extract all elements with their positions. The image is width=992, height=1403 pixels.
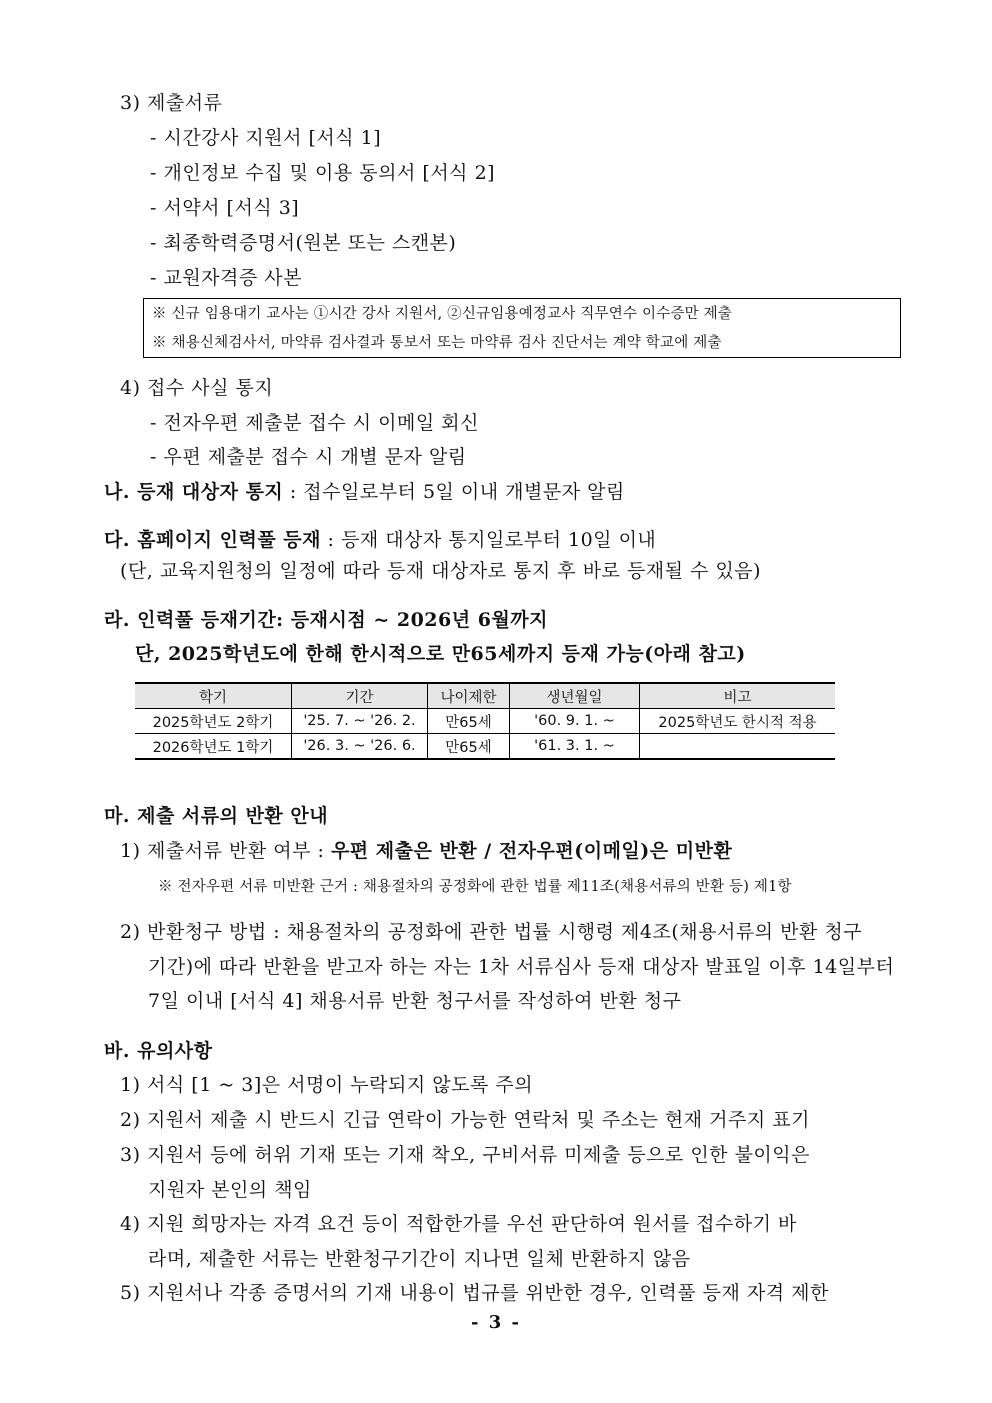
section-na xyxy=(104,479,625,505)
caution-line: 2) 지원서 제출 시 반드시 긴급 연락이 가능한 연락처 및 주소는 현재 거주지 표기 xyxy=(120,1109,810,1131)
note-box xyxy=(143,298,901,358)
table-row xyxy=(135,709,835,734)
table-cell: '26. 3. ~ '26. 6. xyxy=(292,734,428,760)
caution-line: 지원자 본인의 책임 xyxy=(148,1179,312,1201)
section-da-note: (단, 교육지원청의 일정에 따라 등재 대상자로 통지 후 바로 등재될 수 있음) xyxy=(120,560,762,582)
caution-line: 4) 지원 희망자는 자격 요건 등이 적합한가를 우선 판단하여 원서를 접수하기 바 xyxy=(120,1213,797,1235)
doc-item: - 서약서 [서식 3] xyxy=(150,197,300,219)
table-header: 생년월일 xyxy=(510,683,640,709)
page-number: - 3 - xyxy=(471,1312,521,1333)
section-ra-sub: 단, 2025학년도에 한해 한시적으로 만65세까지 등재 가능(아래 참고) xyxy=(135,643,746,665)
section-da xyxy=(104,527,656,553)
doc-item: - 개인정보 수집 및 이용 동의서 [서식 2] xyxy=(150,162,496,184)
section-da-text: : 등재 대상자 통지일로부터 10일 이내 xyxy=(321,529,657,551)
caution-line: 3) 지원서 등에 허위 기재 또는 기재 착오, 구비서류 미제출 등으로 인한 불이익은 xyxy=(120,1144,810,1166)
caution-line: 1) 서식 [1 ~ 3]은 서명이 누락되지 않도록 주의 xyxy=(120,1074,534,1096)
section-ma-title: 마. 제출 서류의 반환 안내 xyxy=(104,805,329,827)
doc-item: - 시간강사 지원서 [서식 1] xyxy=(150,127,382,149)
table-header: 나이제한 xyxy=(428,683,510,709)
section-da-title: 다. 홈페이지 인력풀 등재 xyxy=(104,529,321,551)
table-header: 학기 xyxy=(135,683,292,709)
table-cell: 만65세 xyxy=(428,734,510,760)
table-cell: 만65세 xyxy=(428,709,510,734)
return-basis-note: ※ 전자우편 서류 미반환 근거 : 채용절차의 공정화에 관한 법률 제11조(채용서류의 반환 등) 제1항 xyxy=(158,879,792,895)
table-cell: 2026학년도 1학기 xyxy=(135,734,292,760)
table-header: 기간 xyxy=(292,683,428,709)
table-cell xyxy=(640,734,836,760)
table-header-row xyxy=(135,683,835,709)
section-heading-submit-docs: 3) 제출서류 xyxy=(120,92,223,114)
return-method-line: 기간)에 따라 반환을 받고자 하는 자는 1차 서류심사 등재 대상자 발표일 이후 14일부터 xyxy=(148,956,895,978)
section-na-title: 나. 등재 대상자 통지 xyxy=(104,481,284,503)
section-ra-title: 라. 인력풀 등재기간: 등재시점 ~ 2026년 6월까지 xyxy=(104,609,549,631)
age-limit-table xyxy=(135,682,835,760)
note-line: ※ 채용신체검사서, 마약류 검사결과 통보서 또는 마약류 검사 진단서는 계약 학교에 제출 xyxy=(152,335,722,351)
return-method-line: 2) 반환청구 방법 : 채용절차의 공정화에 관한 법률 시행령 제4조(채용서류의 반환 청구 xyxy=(120,921,863,943)
caution-line: 5) 지원서나 각종 증명서의 기재 내용이 법규를 위반한 경우, 인력풀 등재 자격 제한 xyxy=(120,1282,829,1304)
section-na-text: : 접수일로부터 5일 이내 개별문자 알림 xyxy=(283,481,625,503)
doc-item: - 최종학력증명서(원본 또는 스캔본) xyxy=(150,232,457,254)
note-line: ※ 신규 임용대기 교사는 ①시간 강사 지원서, ②신규임용예정교사 직무연수 이수증만 제출 xyxy=(152,306,733,322)
table-header: 비고 xyxy=(640,683,836,709)
section-ba-title: 바. 유의사항 xyxy=(104,1040,213,1062)
return-status xyxy=(120,838,732,864)
return-status-value: 우편 제출은 반환 / 전자우편(이메일)은 미반환 xyxy=(330,840,733,862)
section-heading-receipt-notice: 4) 접수 사실 통지 xyxy=(120,377,274,399)
caution-line: 라며, 제출한 서류는 반환청구기간이 지나면 일체 반환하지 않음 xyxy=(148,1248,691,1270)
table-cell: '61. 3. 1. ~ xyxy=(510,734,640,760)
table-cell: '60. 9. 1. ~ xyxy=(510,709,640,734)
table-cell: '25. 7. ~ '26. 2. xyxy=(292,709,428,734)
table-row xyxy=(135,734,835,760)
notice-item: - 전자우편 제출분 접수 시 이메일 회신 xyxy=(150,412,479,434)
table-cell: 2025학년도 2학기 xyxy=(135,709,292,734)
table-cell: 2025학년도 한시적 적용 xyxy=(640,709,836,734)
return-method-line: 7일 이내 [서식 4] 채용서류 반환 청구서를 작성하여 반환 청구 xyxy=(148,990,682,1012)
notice-item: - 우편 제출분 접수 시 개별 문자 알림 xyxy=(150,446,467,468)
doc-item: - 교원자격증 사본 xyxy=(150,267,302,289)
return-status-label: 1) 제출서류 반환 여부 : xyxy=(120,840,331,862)
